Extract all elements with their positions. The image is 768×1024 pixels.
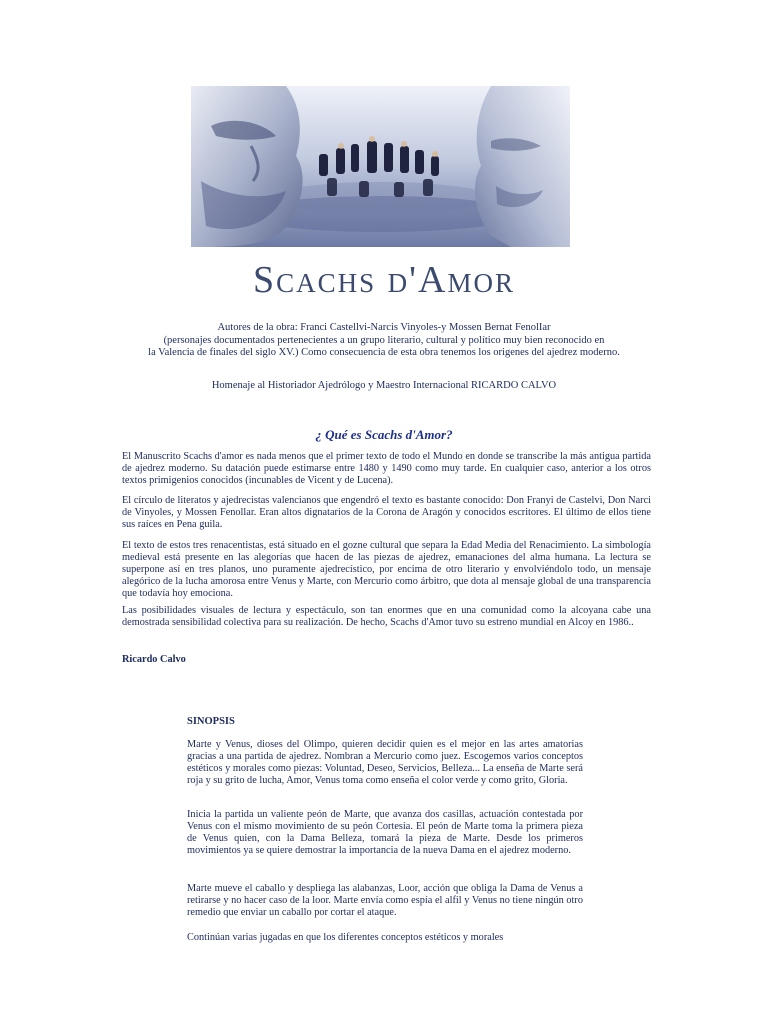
banner-image (191, 86, 570, 247)
body-paragraph: El texto de estos tres renacentistas, está situado en el gozne cultural que separa la Edad Media del Renacimiento. La simbología medieval está presente en las alegorías que hacen de las piezas de ajedrez, emanaciones del alma humana. La lectura se superpone así en tres planos, uno puramente ajedrecístico, por encima de otro literario y envolviéndolo todo, un mensaje alegórico de la lucha amorosa entre Venus y Marte, con Mercurio como árbitro, que dota al mensaje global de una transparencia que todavía hoy emociona. (122, 540, 651, 599)
body-paragraph: El Manuscrito Scachs d'amor es nada menos que el primer texto de todo el Mundo en donde se transcribe la más antigua partida de ajedrez moderno. Su datación puede estimarse entre 1480 y 1490 como muy tarde. En cualquier caso, anterior a los otros textos primigenios conocidos (incunables de Vicent y de Lucena). (122, 451, 651, 486)
body-paragraph: El círculo de literatos y ajedrecistas valencianos que engendró el texto es bastante conocido: Don Franyi de Castelvi, Don Narci de Vinyoles, y Mossen Fenollar. Eran altos dignatarios de la Corona de Aragón y conocidos escritores. El último de ellos tiene sus raíces en Pena guila. (122, 495, 651, 530)
synopsis-paragraph: Marte y Venus, dioses del Olimpo, quieren decidir quien es el mejor en las artes amatorias gracias a una partida de ajedrez. Nombran a Mercurio como juez. Escogemos varios conceptos estéticos y morales como piezas: Voluntad, Deseo, Servicios, Belleza... La enseña de Marte será roja y su grito de lucha, Amor, Venus toma como enseña el color verde y como grito, Gloria. (187, 739, 583, 787)
authors-line: Autores de la obra: Franci Castellvi-Narcis Vinyoles-y Mossen Bernat FenolIar (217, 322, 551, 333)
synopsis-heading: SINOPSIS (187, 716, 235, 727)
authors-line: la Valencia de finales del siglo XV.) Como consecuencia de esta obra tenemos los origenes del ajedrez moderno. (148, 347, 620, 358)
body-paragraph: Las posibilidades visuales de lectura y espectáculo, son tan enormes que en una comunidad como la alcoyana cabe una demostrada sensibilidad colectiva para su realización. De hecho, Scachs d'Amor tuvo su estreno mundial en Alcoy en 1986.. (122, 605, 651, 628)
signature: Ricardo Calvo (122, 654, 186, 665)
authors-block (0, 322, 768, 360)
tribute-line: Homenaje al Historiador Ajedrólogo y Maestro Internacional RICARDO CALVO (211, 380, 557, 391)
page-title: Scachs d'Amor (253, 259, 515, 301)
synopsis-paragraph: Marte mueve el caballo y despliega las alabanzas, Loor, acción que obliga la Dama de Venus a retirarse y no hacer caso de la loor. Marte envía como espía el alfil y Venus no tiene ningún otro remedio que enviar un caballo por cortar el ataque. (187, 883, 583, 919)
synopsis-paragraph: Inicia la partida un valiente peón de Marte, que avanza dos casillas, actuación contestada por Venus con el mismo movimiento de su peón Cortesia. El peón de Marte toma la primera pieza de Venus quien, con la Dama Belleza, tomará la pieza de Marte. Desde los primeros movimientos ya se quiere demostrar la importancia de la nueva Dama en el ajedrez moderno. (187, 809, 583, 857)
authors-line: (personajes documentados pertenecientes a un grupo literario, cultural y político muy bien reconocido en (163, 334, 605, 346)
synopsis-paragraph: Continúan varias jugadas en que los diferentes conceptos estéticos y morales (187, 932, 504, 943)
section-heading: ¿ Qué es Scachs d'Amor? (315, 427, 453, 442)
chess-statues-illustration (191, 86, 570, 247)
